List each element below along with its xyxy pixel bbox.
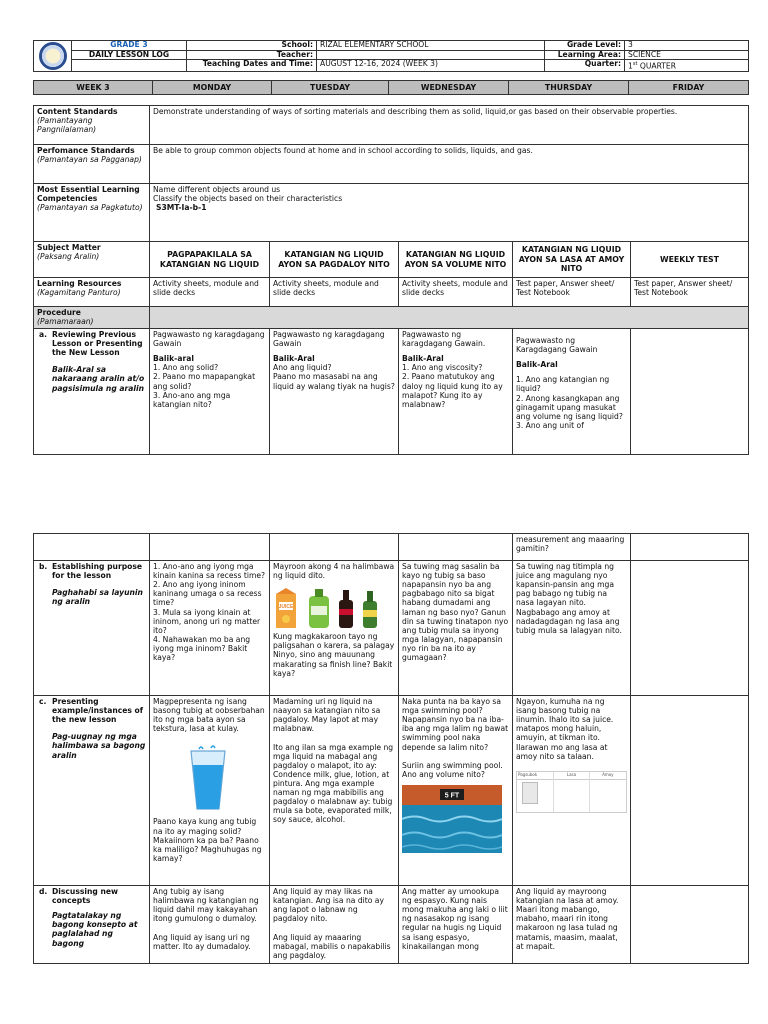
d-fri <box>631 886 749 964</box>
cola-bottle-icon <box>339 590 353 628</box>
procedure-row <box>34 307 749 329</box>
day-monday: MONDAY <box>153 81 272 95</box>
b-tue-bottom: Kung magkakaroon tayo ng paligsahan o karera, sa palagay Ninyo, sino ang mauunang makarating sa finish line? Bakit kaya? <box>273 632 395 678</box>
a-tue-body: Ano ang liquid? Paano mo masasabi na ang liquid ay walang tiyak na hugis? <box>273 363 395 391</box>
resources-monday: Activity sheets, module and slide decks <box>150 278 270 307</box>
topic-tuesday: KATANGIAN NG LIQUID AYON SA PAGDALOY NITO <box>270 242 399 278</box>
melc-row <box>34 184 749 242</box>
taste-smell-table <box>516 771 627 813</box>
log-title: DAILY LESSON LOG <box>72 50 187 60</box>
resources-friday: Test paper, Answer sheet/ Test Notebook <box>631 278 749 307</box>
resources-tuesday: Activity sheets, module and slide decks <box>270 278 399 307</box>
row-d <box>34 886 749 964</box>
pool-depth-sign: 5 FT <box>444 792 460 800</box>
b-tue-top: Mayroon akong 4 na halimbawa ng liquid dito. <box>273 562 395 581</box>
a-wed-intro: Pagwawasto ng karagdagang Gawain. <box>402 330 486 349</box>
topic-wednesday: KATANGIAN NG LIQUID AYON SA VOLUME NITO <box>399 242 513 278</box>
a-thu-body: 1. Ano ang katangian ng liquid? 2. Anong kasangkapan ang ginagamit upang masukat ang volume ng isang liquid? 3. Ano ang unit of <box>516 375 623 430</box>
week-header-row <box>33 80 749 95</box>
learning-resources-label: Learning Resources <box>37 279 122 288</box>
row-a-continued <box>34 534 749 561</box>
melc-sub: (Pamantayan sa Pagkatuto) <box>37 203 143 213</box>
a-wed-body: 1. Ano ang viscosity? 2. Paano matutukoy ang daloy ng liquid kung ito ay malapot? Kung ito ay malabnaw? <box>402 363 503 409</box>
content-standards-sub: (Pamantayang Pangnilalaman) <box>37 116 97 135</box>
day-tuesday: TUESDAY <box>272 81 389 95</box>
a-wed-head: Balik-Aral <box>402 354 444 364</box>
grade-level-label: Grade Level: <box>545 41 625 51</box>
quarter-value: 1st QUARTER <box>625 60 749 72</box>
row-a <box>34 329 749 455</box>
learning-resources-sub: (Kagamitang Panturo) <box>37 288 121 298</box>
c-tue: Madaming uri ng liquid na naayon sa katangian nito sa pagdaloy. May lapot at may malabnaw. Ito ang ilan sa mga example ng mga liquid na mabagal ang pagdaloy o malapot, ito ay: Condence milk, glue, lotion, at pintura. Ang mga example naman ng mga mabibilis ang pagdaloy o malabnaw ay: tubig mula sa bote, evaporated milk, soy sauce, alcohol. <box>270 696 399 886</box>
performance-standards-text: Be able to group common objects found at home and in school according to solids, liquids, and gas. <box>150 145 749 184</box>
blank-cell <box>72 60 187 72</box>
day-friday: FRIDAY <box>629 81 749 95</box>
c-thu: Ngayon, kumuha na ng isang basong tubig na iinumin. Ihalo ito sa juice. matapos mong haluin, amuyin, at tikman ito. Ilarawan mo ang lasa at amoy nito sa talaan. <box>516 697 614 761</box>
row-d-letter: d. <box>39 887 48 896</box>
a-thu-head: Balik-Aral <box>516 360 558 370</box>
performance-standards-label: Perfomance Standards <box>37 146 135 155</box>
school-label: School: <box>187 41 317 51</box>
taste-table-col1: Pagsubok <box>518 771 538 777</box>
a-mon-body: 1. Ano ang solid? 2. Paano mo mapapangkat ang solid? 3. Ano-ano ang mga katangian nito? <box>153 363 256 409</box>
row-a-letter: a. <box>39 330 48 339</box>
lesson-table-continued <box>33 533 749 964</box>
day-thursday: THURSDAY <box>509 81 629 95</box>
row-d-label: Discussing new concepts <box>52 887 119 906</box>
topic-friday: WEEKLY TEST <box>631 242 749 278</box>
row-d-sub: Pagtatalakay ng bagong konsepto at paglalahad ng bagong <box>52 911 138 948</box>
resources-wednesday: Activity sheets, module and slide decks <box>399 278 513 307</box>
d-tue: Ang liquid ay may likas na katangian. Ang isa na dito ay ang lapot o labnaw ng pagdaloy nito. Ang liquid ay maaaring mabagal, mabilis o napakabilis ang pagdaloy. <box>270 886 399 964</box>
subject-matter-label: Subject Matter <box>37 243 101 252</box>
day-wednesday: WEDNESDAY <box>389 81 509 95</box>
d-wed: Ang matter ay umookupa ng espasyo. Kung nais mong makuha ang laki o liit ng nasasakop ng isang regular na hugis ng Liquid sa isang espasyo, kinakailangan mong <box>399 886 513 964</box>
performance-standards-sub: (Pamantayan sa Pagganap) <box>37 155 142 165</box>
juice-box-icon <box>276 588 296 628</box>
logo-cell <box>34 41 72 72</box>
subject-matter-sub: (Paksang Aralin) <box>37 252 100 262</box>
a-thu-cont: measurement ang maaaring gamitin? <box>513 534 631 561</box>
water-glass-image <box>153 745 263 813</box>
green-bottle-icon <box>309 589 329 628</box>
a-tue-intro: Pagwawasto ng karagdagang Gawain <box>273 330 385 349</box>
deped-seal-icon <box>39 42 67 70</box>
c-wed: Naka punta na ba kayo sa mga swimming pool? Napapansin nyo ba na iba-iba ang mga lalim ng bawat swimming pool naka depende sa lalim nito? Suriin ang swimming pool. Ano ang volume nito? <box>402 697 509 779</box>
row-b-sub: Paghahabi sa layunin ng aralin <box>52 588 143 607</box>
juice-glass-icon <box>522 782 538 804</box>
header-table <box>33 40 749 72</box>
row-c <box>34 696 749 886</box>
d-mon: Ang tubig ay isang halimbawa ng katangian ng liquid dahil may kakayahan itong gumulong o dumaloy. Ang liquid ay isang uri ng matter. Ito ay dumadaloy. <box>150 886 270 964</box>
a-fri <box>631 329 749 455</box>
topic-thursday: KATANGIAN NG LIQUID AYON SA LASA AT AMOY NITO <box>513 242 631 278</box>
taste-table-col2: Lasa <box>566 771 577 777</box>
performance-standards-row <box>34 145 749 184</box>
grade-label: GRADE 3 <box>72 41 187 51</box>
row-a-sub: Balik-Aral sa nakaraang aralin at/o pagsisimula ng aralin <box>52 365 145 393</box>
row-b-label: Establishing purpose for the lesson <box>52 562 143 581</box>
swimming-pool-image <box>402 785 502 853</box>
melc-line1: Name different objects around us <box>153 185 281 194</box>
row-b <box>34 561 749 696</box>
teacher-label: Teacher: <box>187 50 317 60</box>
liquids-bottles-image <box>273 586 388 630</box>
taste-table-col3: Amoy <box>602 771 614 777</box>
c-mon-bottom: Paano kaya kung ang tubig na ito ay maging solid? Makaiinom ka pa ba? Paano ka maliligo? Maghuhugas ng kamay? <box>153 817 262 863</box>
row-c-sub: Pag-uugnay ng mga halimbawa sa bagong aralin <box>52 732 146 760</box>
row-b-letter: b. <box>39 562 48 571</box>
content-standards-label: Content Standards <box>37 107 118 116</box>
resources-thursday: Test paper, Answer sheet/ Test Notebook <box>513 278 631 307</box>
c-fri <box>631 696 749 886</box>
b-wed: Sa tuwing mag sasalin ba kayo ng tubig sa baso napapansin nyo ba ang pagbabago nito sa bigat habang dumadami ang laman ng baso nyo? Ganun din sa tuwing tinatapon nyo ang tubig mula sa inyong mga lalagyan, napapansin nyo rin ba na ito ay gumagaan? <box>399 561 513 696</box>
grade-level-value: 3 <box>625 41 749 51</box>
a-mon-head: Balik-aral <box>153 354 194 364</box>
juice-box-label: JUICE <box>278 604 294 611</box>
a-tue-head: Balik-Aral <box>273 354 315 364</box>
dates-label: Teaching Dates and Time: <box>187 60 317 72</box>
week-label: WEEK 3 <box>34 81 153 95</box>
b-mon: 1. Ano-ano ang iyong mga kinain kanina sa recess time? 2. Ano ang iyong ininom kaninang umaga o sa recess time? 3. Mula sa iyong kinain at ininom, anong uri ng matter ito? 4. Nahawakan mo ba ang iyong mga ininom? Bakit kaya? <box>150 561 270 696</box>
learning-resources-row <box>34 278 749 307</box>
content-standards-row <box>34 106 749 145</box>
b-fri <box>631 561 749 696</box>
teacher-value <box>317 50 545 60</box>
melc-line2: Classify the objects based on their characteristics <box>153 194 343 204</box>
row-c-label: Presenting example/instances of the new lesson <box>52 697 144 725</box>
procedure-sub: (Pamamaraan) <box>37 317 94 327</box>
melc-label: Most Essential Learning Competencies <box>37 185 140 204</box>
a-mon-intro: Pagwawasto ng karagdagang Gawain <box>153 330 265 349</box>
melc-code: S3MT-Ia-b-1 <box>156 203 207 213</box>
row-c-letter: c. <box>39 697 47 706</box>
a-thu-intro: Pagwawasto ng Karagdagang Gawain <box>516 336 598 355</box>
lesson-table <box>33 105 749 455</box>
school-value: RIZAL ELEMENTARY SCHOOL <box>317 41 545 51</box>
procedure-band <box>150 307 749 329</box>
d-thu: Ang liquid ay mayroong katangian na lasa at amoy. Maari itong mabango, mabaho, maari rin itong makaroon ng lasa tulad ng matamis, maasim, maalat, at mapait. <box>513 886 631 964</box>
b-thu: Sa tuwing nag titimpla ng juice ang magulang nyo kapansin-pansin ang mga pag babago ng tubig na nasa lagayan nito. Nagbabago ang amoy at nadadagdagan ng lasa ang tubig mula sa lalagyan nito. <box>513 561 631 696</box>
soda-bottle-icon <box>363 591 377 628</box>
quarter-label: Quarter: <box>545 60 625 72</box>
row-a-label: Reviewing Previous Lesson or Presenting the New Lesson <box>52 330 143 358</box>
learning-area-label: Learning Area: <box>545 50 625 60</box>
procedure-label: Procedure <box>37 308 81 317</box>
content-standards-text: Demonstrate understanding of ways of sorting materials and describing them as solid, liquid,or gas based on their observable properties. <box>150 106 749 145</box>
c-mon-top: Magpepresenta ng isang basong tubig at oobserbahan ito ng mga bata ayon sa tekstura, lasa at kulay. <box>153 697 265 734</box>
learning-area-value: SCIENCE <box>625 50 749 60</box>
subject-matter-row <box>34 242 749 278</box>
topic-monday: PAGPAPAKILALA SA KATANGIAN NG LIQUID <box>150 242 270 278</box>
dates-value: AUGUST 12-16, 2024 (WEEK 3) <box>317 60 545 72</box>
